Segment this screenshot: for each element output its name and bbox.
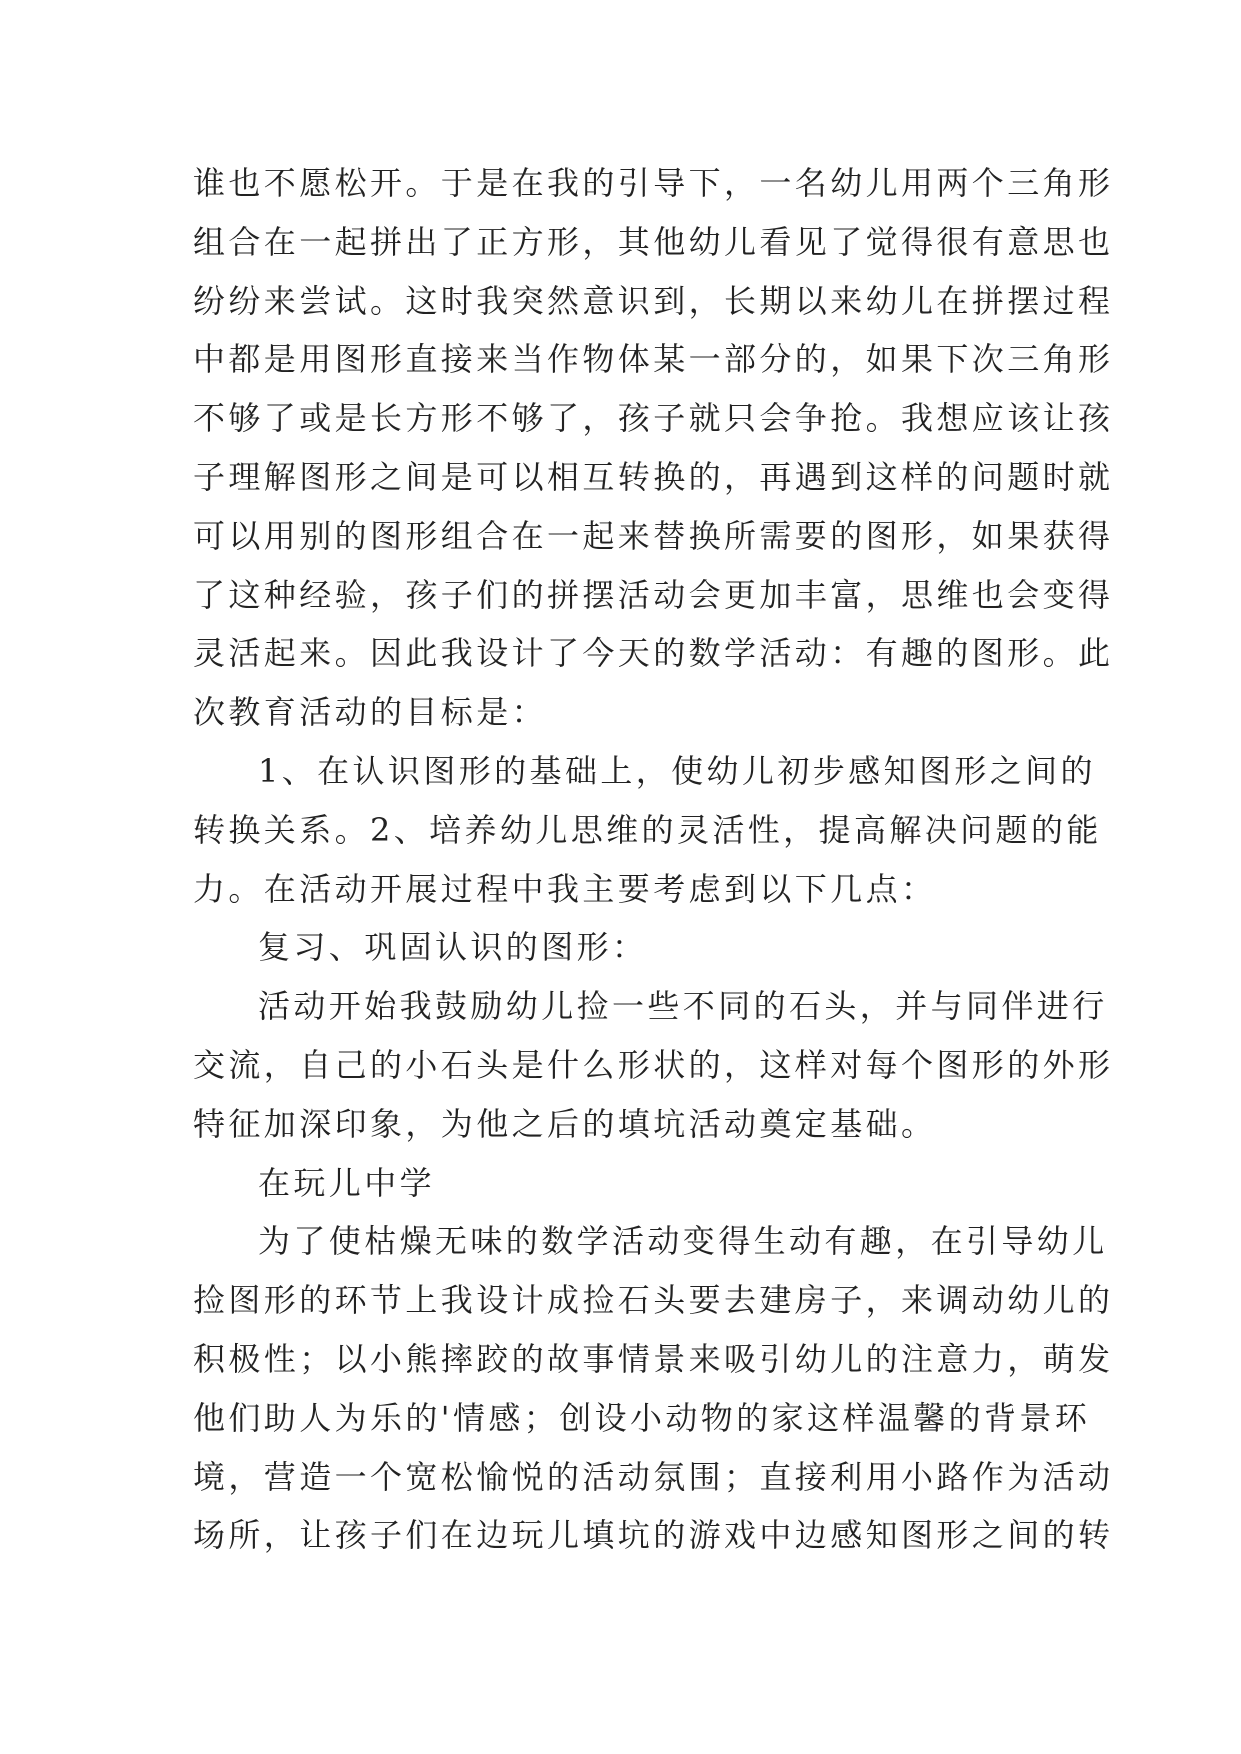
text-line: 境，营造一个宽松愉悦的活动氛围；直接利用小路作为活动 [193,1457,1114,1496]
text-line: 场所，让孩子们在边玩儿填坑的游戏中边感知图形之间的转 [193,1516,1114,1555]
text-line: 1、在认识图形的基础上，使幼儿初步感知图形之间的 [258,751,1096,790]
document-body [193,154,1114,1565]
text-line: 捡图形的环节上我设计成捡石头要去建房子，来调动幼儿的 [193,1281,1114,1320]
text-line: 活动开始我鼓励幼儿捡一些不同的石头，并与同伴进行 [258,987,1108,1026]
text-line: 了这种经验，孩子们的拼摆活动会更加丰富，思维也会变得 [193,575,1114,614]
text-line: 纷纷来尝试。这时我突然意识到，长期以来幼儿在拼摆过程 [193,281,1114,320]
section-heading: 在玩儿中学 [258,1163,436,1202]
text-line: 可以用别的图形组合在一起来替换所需要的图形，如果获得 [193,516,1114,555]
text-line: 次教育活动的目标是： [193,693,548,732]
text-line: 交流，自己的小石头是什么形状的，这样对每个图形的外形 [193,1045,1114,1084]
section-heading: 复习、巩固认识的图形： [258,928,648,967]
text-line: 积极性；以小熊摔跤的故事情景来吸引幼儿的注意力，萌发 [193,1339,1114,1378]
text-line: 他们助人为乐的'情感；创设小动物的家这样温馨的背景环 [193,1398,1091,1437]
text-line: 特征加深印象，为他之后的填坑活动奠定基础。 [193,1104,937,1143]
text-line: 组合在一起拼出了正方形，其他幼儿看见了觉得很有意思也 [193,222,1114,261]
text-line: 子理解图形之间是可以相互转换的，再遇到这样的问题时就 [193,457,1114,496]
text-line: 不够了或是长方形不够了，孩子就只会争抢。我想应该让孩 [193,399,1114,438]
text-line: 谁也不愿松开。于是在我的引导下，一名幼儿用两个三角形 [193,164,1114,202]
text-line: 力。在活动开展过程中我主要考虑到以下几点： [193,869,937,908]
text-line: 转换关系。2、培养幼儿思维的灵活性，提高解决问题的能 [193,810,1102,849]
text-line: 灵活起来。因此我设计了今天的数学活动：有趣的图形。此 [193,634,1114,673]
text-line: 中都是用图形直接来当作物体某一部分的，如果下次三角形 [193,340,1114,379]
text-line: 为了使枯燥无味的数学活动变得生动有趣，在引导幼儿 [258,1222,1108,1261]
